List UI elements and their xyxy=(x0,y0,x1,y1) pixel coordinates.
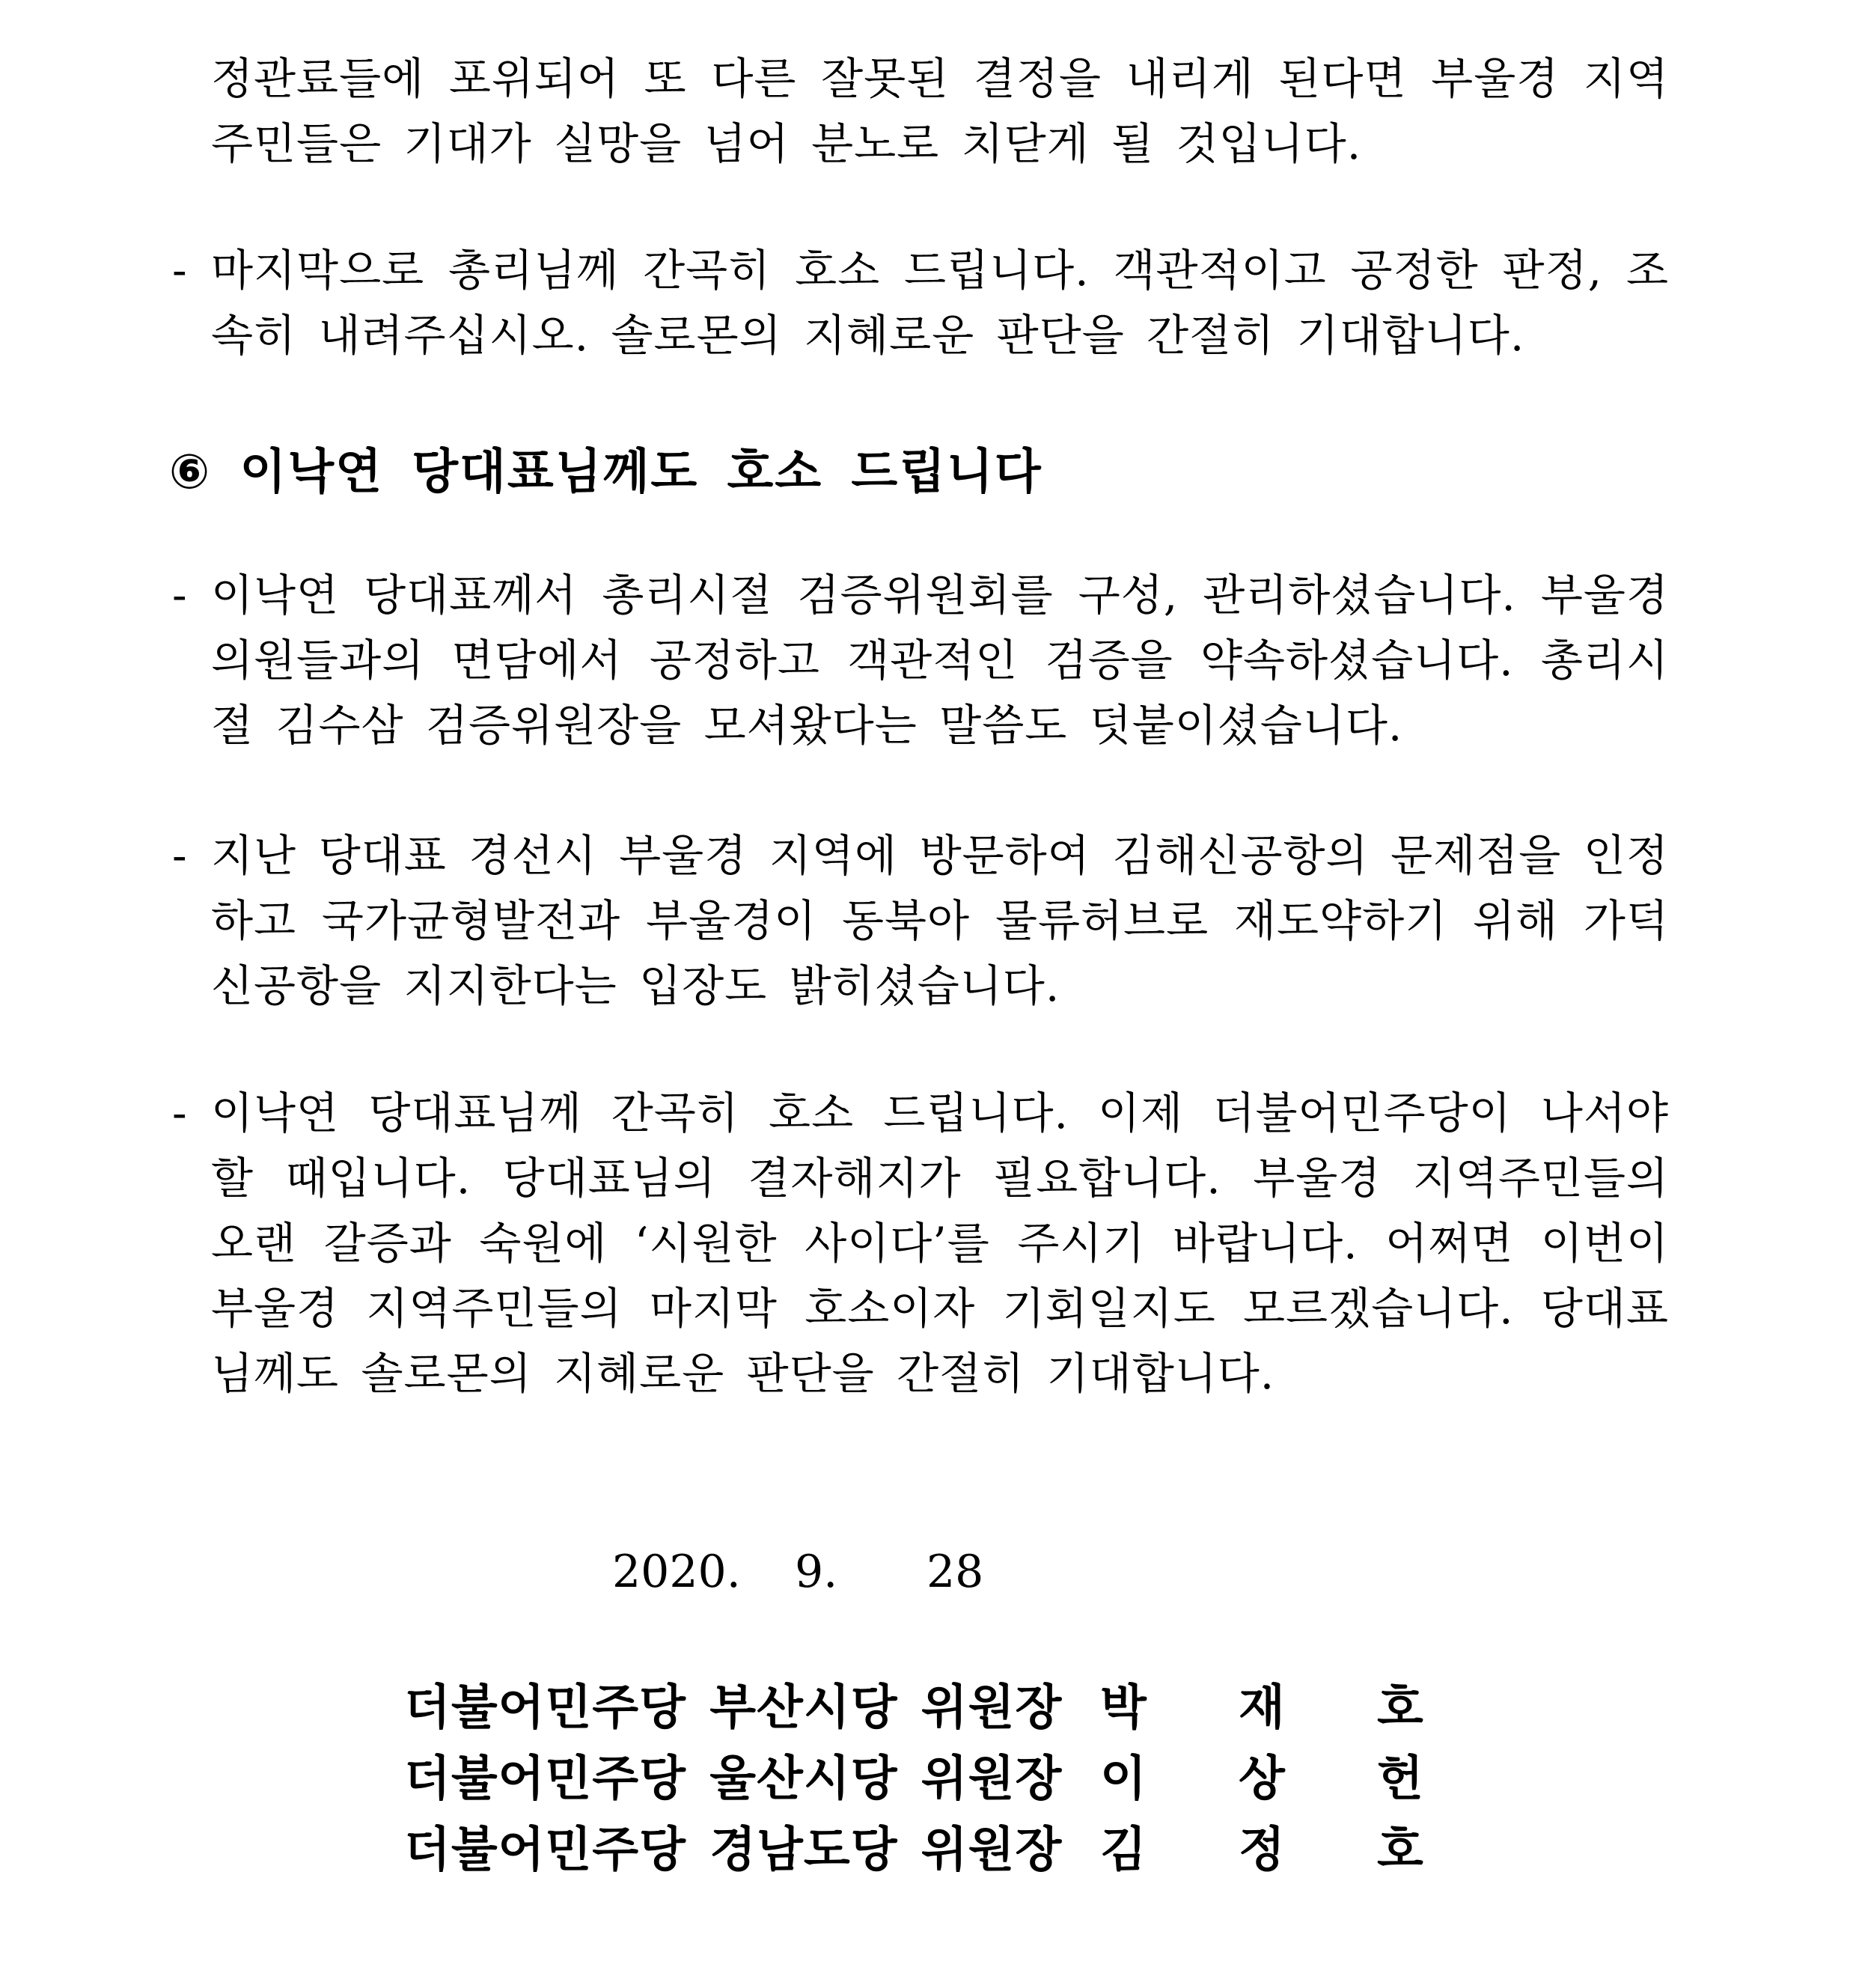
signature-name-char: 이 xyxy=(1100,1751,1147,1807)
signature-name-char: 호 xyxy=(1377,1823,1423,1878)
paragraph-continuation: 정관료들에 포위되어 또 다른 잘못된 결정을 내리게 된다면 부울경 지역주민들은 기대가 실망을 넘어 분노로 치닫게 될 것입니다. xyxy=(211,53,1669,169)
section-heading: ⑥ 이낙연 당대표님께도 호소 드립니다 xyxy=(169,445,1043,500)
paragraph-verification-committee: 이낙연 당대표께서 총리시절 검증위원회를 구성, 관리하셨습니다. 부울경 의원들과의 면담에서 공정하고 객관적인 검증을 약속하셨습니다. 총리시절 김수삼 검증위원장을 모셔왔다는 말씀도 덧붙이셨습니다. xyxy=(211,570,1669,751)
paragraph-party-leader-appeal: 이낙연 당대표님께 간곡히 호소 드립니다. 이제 더불어민주당이 나서야 할 때입니다. 당대표님의 결자해지가 필요합니다. 부울경 지역주민들의 오랜 갈증과 숙원에 ‘시원한 사이다’를 주시기 바랍니다. 어쩌면 이번이 부울경 지역주민들의 마지막 호소이자 기회일지도 모르겠습니다. 당대표님께도 솔로몬의 지혜로운 판단을 간절히 기대합니다. xyxy=(211,1088,1669,1399)
date-month: 9. xyxy=(795,1546,838,1598)
signature-name-char: 헌 xyxy=(1377,1751,1423,1807)
signature-name-char: 재 xyxy=(1239,1680,1285,1736)
bullet-dash: - xyxy=(172,830,187,881)
signature-org: 더불어민주당 경남도당 위원장 xyxy=(404,1823,1063,1878)
signature-org: 더불어민주당 부산시당 위원장 xyxy=(404,1680,1063,1736)
bullet-dash: - xyxy=(172,1088,187,1138)
signature-name-char: 호 xyxy=(1377,1680,1423,1736)
paragraph-gadeok-airport: 지난 당대표 경선시 부울경 지역에 방문하여 김해신공항의 문제점을 인정하고 국가균형발전과 부울경이 동북아 물류허브로 재도약하기 위해 가덕신공항을 지지한다는 입장도 밝히셨습니다. xyxy=(211,830,1669,1011)
bullet-dash: - xyxy=(172,245,187,296)
signature-row xyxy=(404,1745,1527,1813)
date-year: 2020. xyxy=(612,1546,741,1598)
signature-name-char: 박 xyxy=(1100,1680,1147,1736)
signature-name-char: 정 xyxy=(1239,1823,1285,1878)
paragraph-prime-minister-appeal: 마지막으로 총리님께 간곡히 호소 드립니다. 객관적이고 공정한 판정, 조속히 내려주십시오. 솔로몬의 지혜로운 판단을 간절히 기대합니다. xyxy=(211,245,1669,361)
signature-name-char: 상 xyxy=(1239,1751,1285,1807)
signature-name-char: 김 xyxy=(1100,1823,1147,1878)
signature-row xyxy=(404,1817,1527,1884)
date-day: 28 xyxy=(927,1546,984,1598)
signature-org: 더불어민주당 울산시당 위원장 xyxy=(404,1751,1063,1807)
bullet-dash: - xyxy=(172,570,187,621)
signature-row xyxy=(404,1674,1527,1742)
